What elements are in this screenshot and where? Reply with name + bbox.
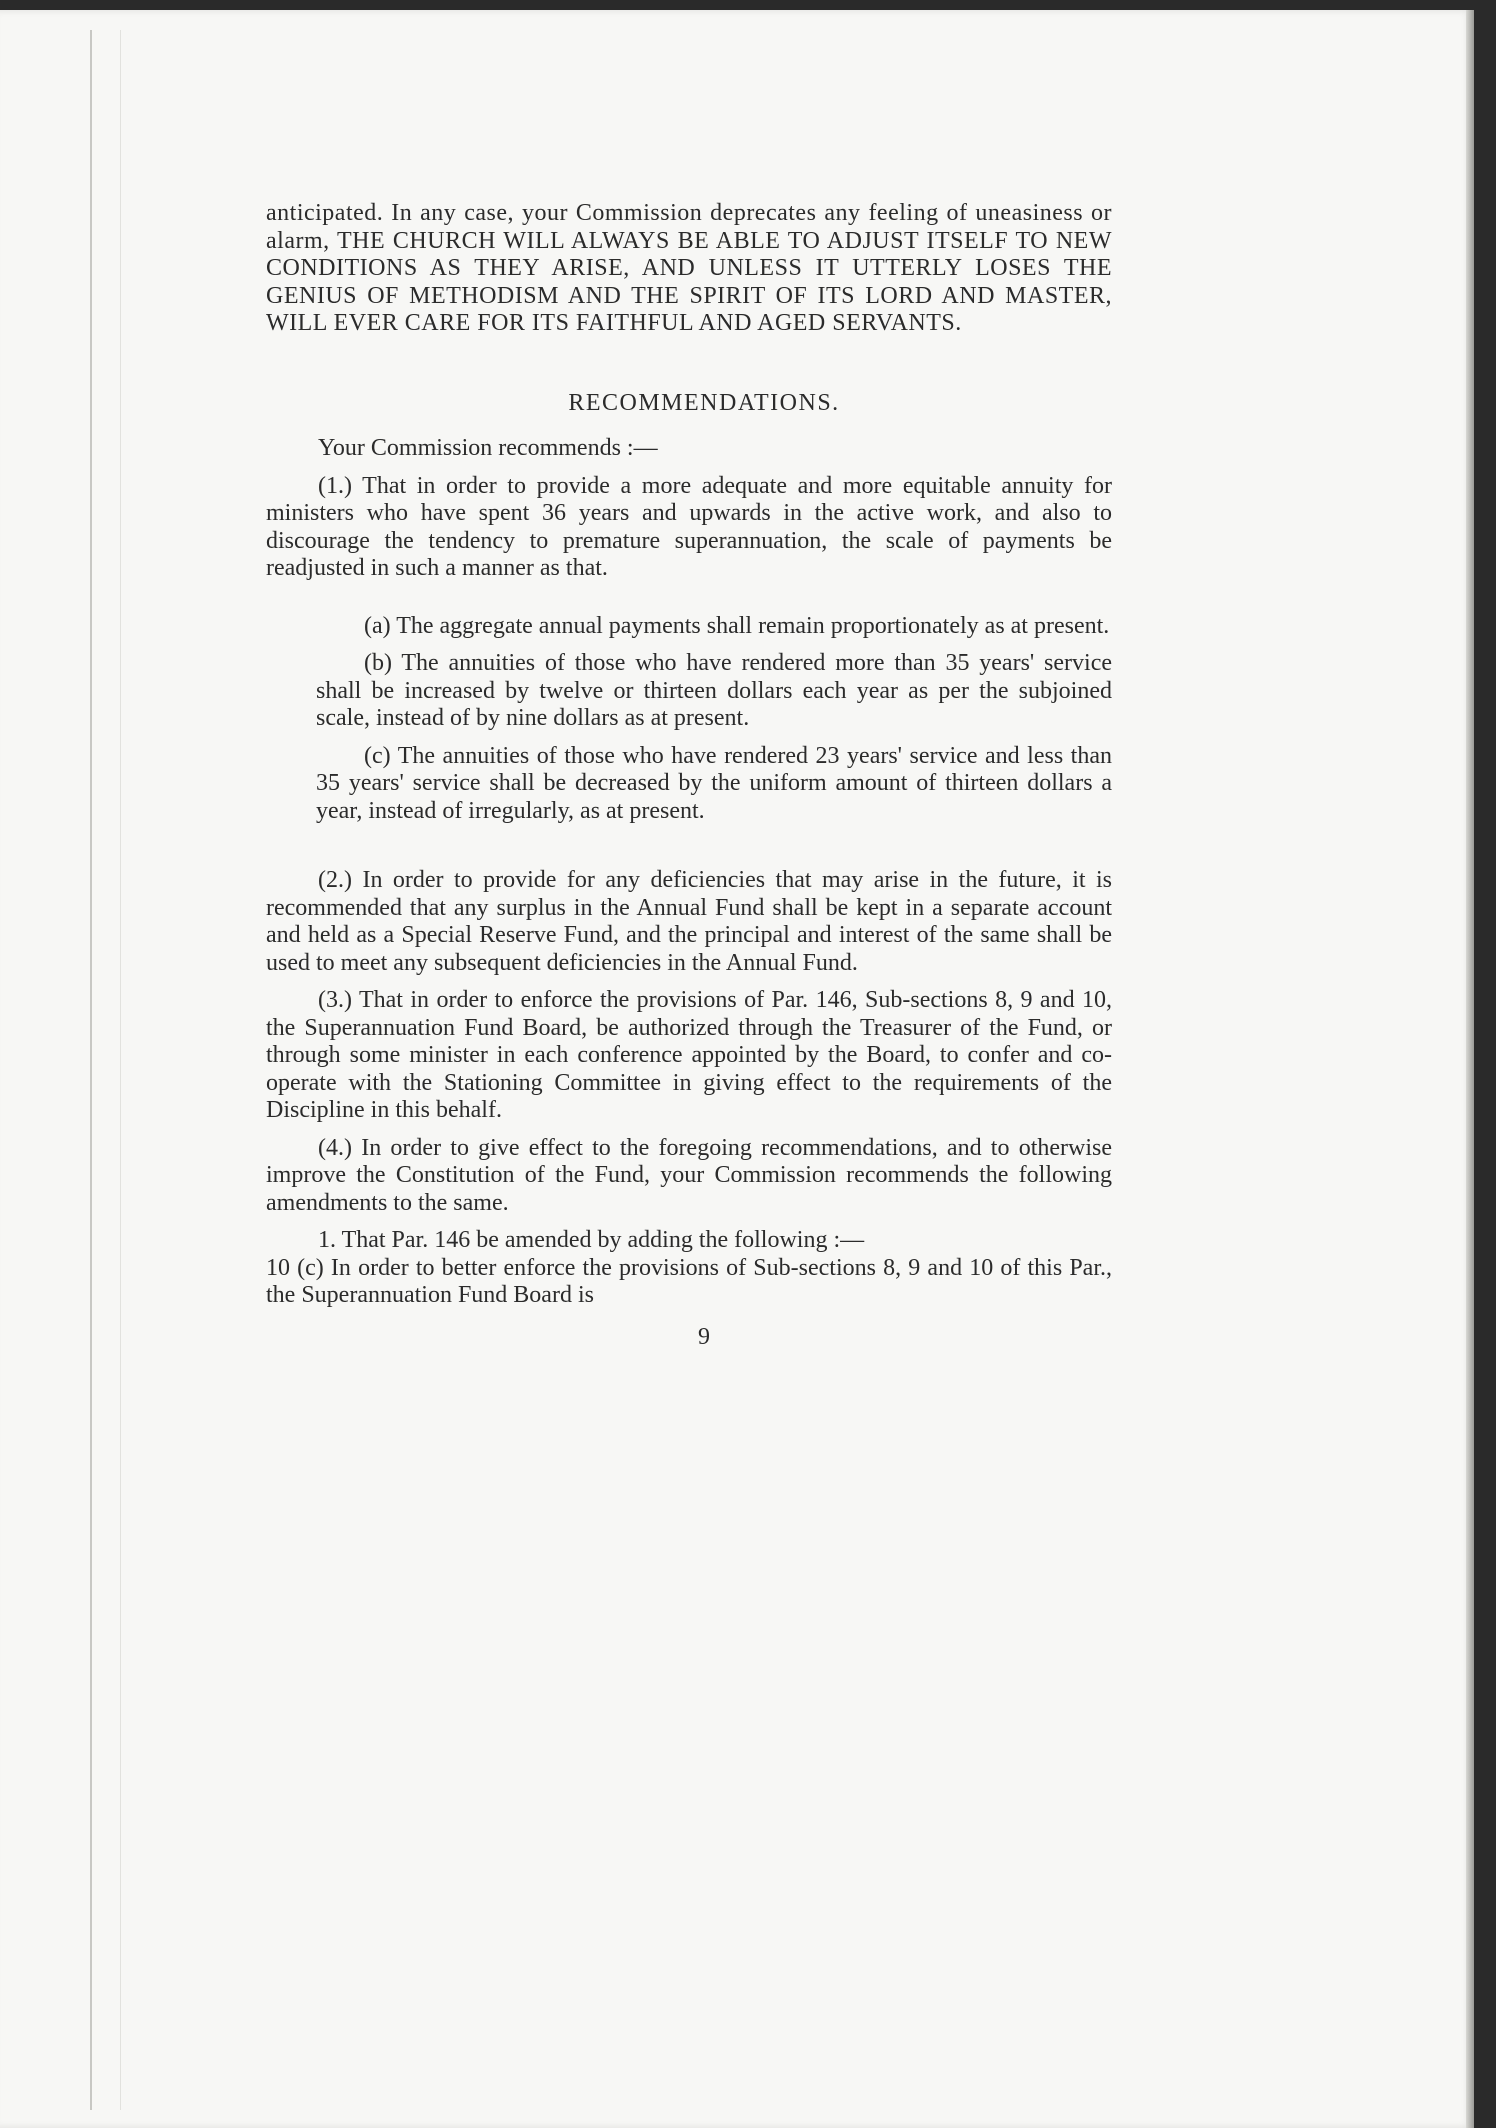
page-edge-shadow <box>1466 10 1474 2128</box>
page-number: 9 <box>698 1323 710 1350</box>
recommendation-1: (1.) That in order to provide a more adequate and more equitable annuity for ministers who have spent 36 years and upwards in the active work, and also to discourage the tendency to premature superannuation, the scale of payments be readjusted in such a manner as that. <box>266 472 1112 581</box>
recommendation-4: (4.) In order to give effect to the foregoing recommendations, and to otherwise improve the Constitution of the Fund, your Commission recommends the following amendments to the same. <box>266 1134 1112 1216</box>
recommendation-1-b: (b) The annuities of those who have rendered more than 35 years' service shall be increased by twelve or thirteen dollars each year as per the subjoined scale, instead of by nine dollars as at present. <box>316 650 1112 731</box>
recommendation-3: (3.) That in order to enforce the provisions of Par. 146, Sub-sections 8, 9 and 10, the Superannuation Fund Board, be authorized through the Treasurer of the Fund, or through some minister in each conference appointed by the Board, to confer and co-operate with the Stationing Committee in giving effect to the requirements of the Discipline in this behalf. <box>266 987 1112 1123</box>
recommendation-2: (2.) In order to provide for any deficiencies that may arise in the future, it is recommended that any surplus in the Annual Fund shall be kept in a separate account and held as a Special Reserve Fund, and the principal and interest of the same shall be used to meet any subsequent deficiencies in the Annual Fund. <box>266 867 1112 976</box>
amendment-1-text: 10 (c) In order to better enforce the provisions of Sub-sections 8, 9 and 10 of this Par., the Superannuation Fund Board is <box>266 1254 1112 1308</box>
amendment-1: 1. That Par. 146 be amended by adding the following :— <box>318 1227 865 1253</box>
binding-gutter-line <box>90 30 92 2110</box>
opening-paragraph: anticipated. In any case, your Commission deprecates any feeling of uneasiness or alarm, THE CHURCH WILL ALWAYS BE ABLE TO ADJUST ITSELF TO NEW CONDITIONS AS THEY ARISE, AND UNLESS IT UTTERLY LOSES THE GENIUS OF METHODISM AND THE SPIRIT OF ITS LORD AND MASTER, WILL EVER CARE FOR ITS FAITHFUL AND AGED SERVANTS. <box>266 200 1112 336</box>
binding-gutter-shadow <box>120 30 121 2110</box>
recommendation-1-a: (a) The aggregate annual payments shall remain proportionately as at present. <box>364 612 1110 639</box>
section-heading: RECOMMENDATIONS. <box>568 389 840 416</box>
recommendation-1-c: (c) The annuities of those who have rendered 23 years' service and less than 35 years' service shall be decreased by the uniform amount of thirteen dollars a year, instead of irregularly, as at present. <box>316 742 1112 824</box>
recommendations-intro: Your Commission recommends :— <box>318 435 658 461</box>
document-text <box>266 200 1112 1351</box>
